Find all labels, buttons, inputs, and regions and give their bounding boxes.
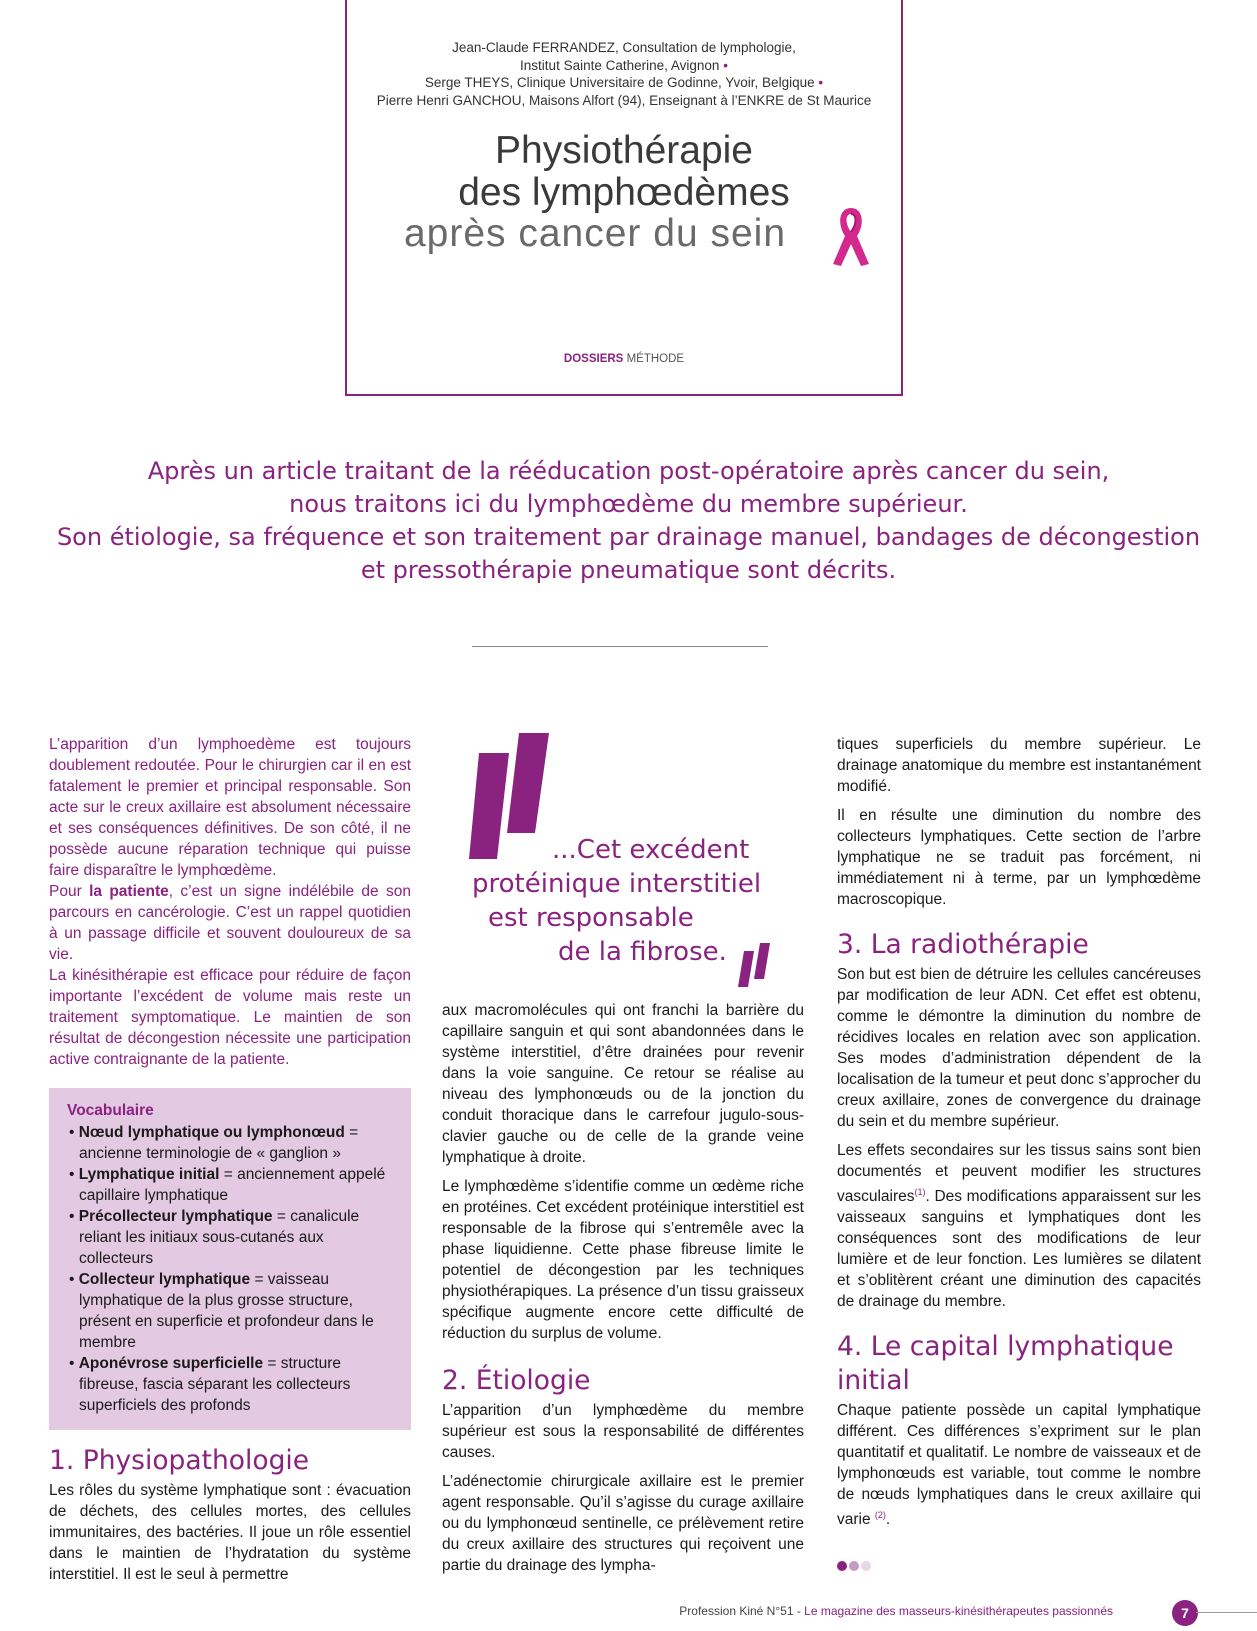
body-paragraph: Les rôles du système lymphatique sont : évacuation de déchets, des cellules mortes, des cellules immunitaires, des bactéries. Il joue un rôle essentiel dans le maintien de l’hydratation du système interstitiel. Il est le seul à permettre: [49, 1482, 411, 1583]
author-line: Pierre Henri GANCHOU, Maisons Alfort (94), Enseignant à l’ENKRE de St Maurice: [376, 92, 872, 108]
footer-rule: [1196, 1612, 1257, 1613]
section-title: 2. Étiologie: [442, 1365, 591, 1396]
article-title: [347, 130, 901, 254]
author-line: Serge THEYS, Clinique Universitaire de Godinne, Yvoir, Belgique •: [424, 75, 824, 90]
dot: [837, 1561, 847, 1571]
intro-line: nous traitons ici du lymphœdème du membre supérieur.: [289, 490, 968, 518]
lead-paragraph: Pour la patiente, c’est un signe indélébile de son parcours en cancérologie. C’est un rappel quotidien à un passage difficile et souvent douloureux de sa vie.: [49, 883, 411, 963]
vocabulary-title: Vocabulaire: [67, 1102, 154, 1119]
header-box: [345, 0, 903, 396]
column-2: [442, 1000, 804, 1584]
vocabulary-item: • Collecteur lymphatique = vaisseau lymphatique de la plus grosse structure, présent en superficie et profondeur dans le membre: [79, 1269, 395, 1353]
body-paragraph: Les effets secondaires sur les tissus sains sont bien documentés et peuvent modifier les structures vasculaires$^{(1)}$. Des modifications apparaissent sur les vaisseaux sanguins et lymphatiques dont les conséquences sont des modifications de leur lumière et de leur fonction. Les lumières se dilatent et s’oblitèrent créant une diminution des capacités de drainage du membre.: [837, 1142, 1201, 1311]
column-1: [49, 734, 411, 1593]
body-paragraph: Son but est bien de détruire les cellules cancéreuses par modification de leur ADN. Cet effet est obtenu, comme le démontre la diminution du nombre de récidives locales en relation avec son application. Ses modes d’administration dépendent de la localisation de la tumeur et peut donc s’approcher du creux axillaire, zones de convergence du drainage du sein et du membre supérieur.: [837, 966, 1201, 1130]
lead-paragraph: L’apparition d’un lymphoedème est toujours doublement redoutée. Pour le chirurgien car il en est fatalement le premier et principal responsable. Son acte sur le creux axillaire est absolument nécessaire et ses conséquences définitives. De son côté, il ne possède aucune réparation technique qui puisse faire disparaître le lymphœdème.: [49, 736, 411, 879]
magazine-tagline: Le magazine des masseurs-kinésithérapeutes passionnés: [804, 1604, 1113, 1618]
bullet: •: [723, 57, 728, 73]
pink-ribbon-icon: [825, 202, 877, 270]
authors-block: [347, 39, 901, 109]
author-line: Jean-Claude FERRANDEZ, Consultation de lymphologie,: [452, 40, 796, 55]
vocabulary-box: [49, 1088, 411, 1430]
pull-quote: [442, 733, 804, 993]
intro-line: Après un article traitant de la rééducation post-opératoire après cancer du sein,: [147, 457, 1110, 485]
vocabulary-list: [67, 1122, 395, 1416]
intro-line: et pressothérapie pneumatique sont décrits.: [360, 556, 897, 584]
page-number: 7: [1172, 1600, 1198, 1626]
section-title: 3. La radiothérapie: [837, 929, 1089, 960]
pull-quote-text: ...Cet excédent protéinique interstitiel est responsable de la fibrose.: [472, 835, 762, 967]
title-line-3: après cancer du sein: [403, 212, 787, 255]
reference-marker: (2): [874, 1510, 886, 1521]
body-paragraph: L’adénectomie chirurgicale axillaire est le premier agent responsable. Qu’il s’agisse du curage axillaire ou du lymphonœud sentinelle, ce prélèvement retire du creux axillaire des structures qui reçoivent une partie du drainage des lympha-: [442, 1473, 804, 1574]
column-3: [837, 734, 1201, 1538]
vocabulary-item: • Lymphatique initial = anciennement appelé capillaire lymphatique: [79, 1164, 395, 1206]
footer: [679, 1604, 1113, 1618]
intro-line: Son étiologie, sa fréquence et son traitement par drainage manuel, bandages de décongestion: [56, 523, 1201, 551]
close-quote-icon: [738, 943, 772, 987]
author-line: Institut Sainte Catherine, Avignon •: [520, 57, 728, 73]
body-paragraph: Il en résulte une diminution du nombre des collecteurs lymphatiques. Cette section de l’arbre lymphatique ne se traduit pas forcément, ni immédiatement ni à terme, par un lymphœdème macroscopique.: [837, 807, 1201, 908]
dot: [849, 1561, 859, 1571]
divider: [472, 646, 768, 647]
lead-paragraph: La kinésithérapie est efficace pour réduire de façon importante l’excédent de volume mais reste un traitement symptomatique. Le maintien de son résultat de décongestion nécessite une participation active contraignante de la patiente.: [49, 967, 411, 1068]
vocabulary-item: • Aponévrose superficielle = structure fibreuse, fascia séparant les collecteurs superficiels des profonds: [79, 1353, 395, 1416]
body-paragraph: L’apparition d’un lymphœdème du membre supérieur est sous la responsabilité de différentes causes.: [442, 1402, 804, 1461]
continuation-dots-icon: [837, 1556, 873, 1575]
bullet: •: [818, 75, 824, 90]
title-line-2: des lymphœdèmes: [458, 171, 790, 214]
intro-chapeau: [40, 455, 1217, 587]
title-line-1: Physiothérapie: [495, 129, 753, 172]
body-paragraph: Le lymphœdème s’identifie comme un œdème riche en protéines. Cet excédent protéinique interstitiel est responsable de la fibrose qui s’entremêle avec la phase liquidienne. Cette phase fibreuse limite le potentiel de décongestion par les techniques physiothérapiques. La présence d’un tissu graisseux spécifique augmente encore cette difficulté de réduction du surplus de volume.: [442, 1178, 804, 1342]
vocabulary-item: • Précollecteur lymphatique = canalicule reliant les initiaux sous-cutanés aux collecteurs: [79, 1206, 395, 1269]
body-paragraph: Chaque patiente possède un capital lymphatique différent. Ces différences s’expriment sur le plan quantitatif et qualitatif. Le nombre de vaisseaux et de lymphonœuds est variable, tout comme le nombre de nœuds lymphatiques dans le creux axillaire qui varie $^{(2)}$.: [837, 1402, 1201, 1529]
rubric-label: DOSSIERS MÉTHODE: [563, 353, 685, 365]
vocabulary-item: • Nœud lymphatique ou lymphonœud = ancienne terminologie de « ganglion »: [79, 1122, 395, 1164]
dot: [861, 1561, 871, 1571]
body-paragraph: aux macromolécules qui ont franchi la barrière du capillaire sanguin et qui sont abandonnées dans le système interstitiel, d’être drainées pour revenir dans la voie sanguine. Ce retour se réalise au niveau des lymphonœuds ou de la jonction du conduit thoracique dans le carrefour jugulo-sous-clavier gauche ou de celle de la grande veine lymphatique à droite.: [442, 1002, 804, 1166]
section-title: 4. Le capital lymphatique initial: [837, 1331, 1174, 1397]
magazine-name: Profession Kiné N°51 -: [679, 1604, 805, 1618]
reference-marker: (1): [914, 1187, 926, 1197]
body-paragraph: tiques superficiels du membre supérieur. Le drainage anatomique du membre est instantanément modifié.: [837, 736, 1201, 795]
section-title: 1. Physiopathologie: [49, 1445, 310, 1476]
